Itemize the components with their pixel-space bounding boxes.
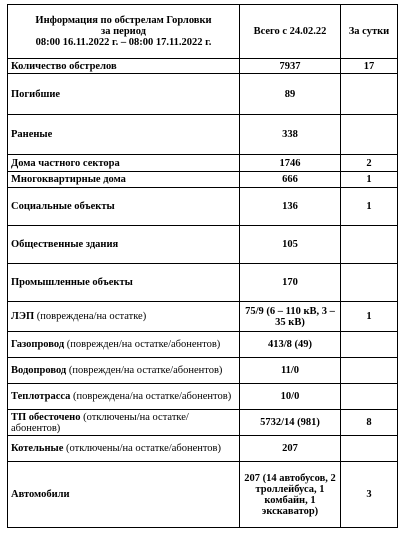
row-total: 89 xyxy=(240,74,341,115)
row-total: 10/0 xyxy=(240,384,341,410)
row-label: Автомобили xyxy=(8,462,240,528)
table-row xyxy=(8,264,398,302)
row-day: 17 xyxy=(341,59,398,74)
row-day xyxy=(341,74,398,115)
table-row xyxy=(8,302,398,332)
shelling-report-table xyxy=(7,4,398,528)
row-day xyxy=(341,226,398,264)
table-row xyxy=(8,332,398,358)
row-label: ТП обесточено (отключены/на остатке/абонентов) xyxy=(8,410,240,436)
report-title-line2: за период xyxy=(101,26,146,37)
row-day xyxy=(341,358,398,384)
table-row xyxy=(8,226,398,264)
table-row xyxy=(8,59,398,74)
row-day xyxy=(341,332,398,358)
row-label: Социальные объекты xyxy=(8,188,240,226)
column-header-total: Всего с 24.02.22 xyxy=(240,5,341,59)
report-title xyxy=(8,5,240,59)
table-row xyxy=(8,172,398,188)
row-total: 136 xyxy=(240,188,341,226)
row-day: 8 xyxy=(341,410,398,436)
row-total: 105 xyxy=(240,226,341,264)
row-day: 3 xyxy=(341,462,398,528)
row-day xyxy=(341,384,398,410)
row-label: Раненые xyxy=(8,115,240,155)
table-row xyxy=(8,358,398,384)
row-total: 5732/14 (981) xyxy=(240,410,341,436)
table-row xyxy=(8,155,398,172)
table-row xyxy=(8,462,398,528)
row-total: 1746 xyxy=(240,155,341,172)
row-day: 1 xyxy=(341,302,398,332)
row-total: 207 (14 автобусов, 2 троллейбуса, 1 комбайн, 1 экскаватор) xyxy=(240,462,341,528)
row-label: Котельные (отключены/на остатке/абонентов) xyxy=(8,436,240,462)
row-total: 413/8 (49) xyxy=(240,332,341,358)
row-label: Общественные здания xyxy=(8,226,240,264)
row-total: 666 xyxy=(240,172,341,188)
row-total: 75/9 (6 – 110 кВ, 3 – 35 кВ) xyxy=(240,302,341,332)
table-row xyxy=(8,384,398,410)
row-day xyxy=(341,115,398,155)
row-day xyxy=(341,264,398,302)
row-label: Водопровод (поврежден/на остатке/абонентов) xyxy=(8,358,240,384)
column-header-day: За сутки xyxy=(341,5,398,59)
table-row xyxy=(8,115,398,155)
row-label: Количество обстрелов xyxy=(8,59,240,74)
report-title-line3: 08:00 16.11.2022 г. – 08:00 17.11.2022 г. xyxy=(35,37,212,48)
row-label: Газопровод (поврежден/на остатке/абонентов) xyxy=(8,332,240,358)
row-total: 338 xyxy=(240,115,341,155)
row-label: Погибшие xyxy=(8,74,240,115)
table-row xyxy=(8,188,398,226)
row-day: 1 xyxy=(341,172,398,188)
table-row xyxy=(8,410,398,436)
row-label: Многоквартирные дома xyxy=(8,172,240,188)
row-total: 7937 xyxy=(240,59,341,74)
header-row xyxy=(8,5,398,59)
report-title-line1: Информация по обстрелам Горловки xyxy=(35,15,212,26)
row-label: ЛЭП (повреждена/на остатке) xyxy=(8,302,240,332)
row-total: 11/0 xyxy=(240,358,341,384)
table-row xyxy=(8,436,398,462)
row-label: Промышленные объекты xyxy=(8,264,240,302)
row-day xyxy=(341,436,398,462)
row-day: 1 xyxy=(341,188,398,226)
row-total: 170 xyxy=(240,264,341,302)
row-day: 2 xyxy=(341,155,398,172)
table-row xyxy=(8,74,398,115)
row-label: Дома частного сектора xyxy=(8,155,240,172)
row-label: Теплотрасса (повреждена/на остатке/абонентов) xyxy=(8,384,240,410)
row-total: 207 xyxy=(240,436,341,462)
